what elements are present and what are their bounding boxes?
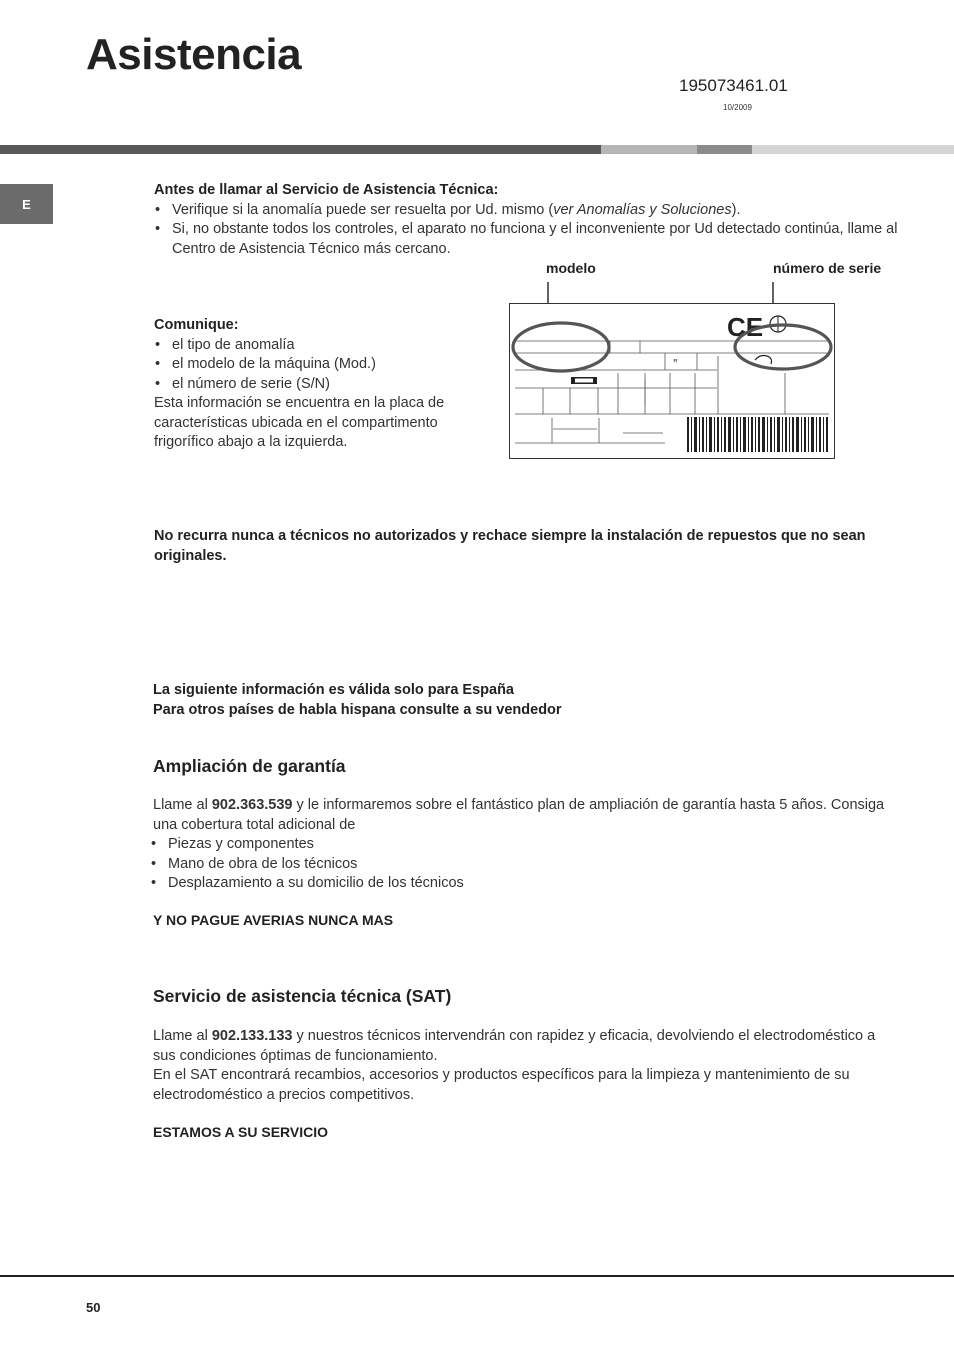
sat-tagline: ESTAMOS A SU SERVICIO <box>153 1124 329 1140</box>
communicate-heading: Comunique: <box>154 317 239 333</box>
svg-text:ꟸ: ꟸ <box>673 358 678 367</box>
rating-plate-illustration <box>505 278 840 464</box>
list-item <box>154 375 484 395</box>
list-item-text: Desplazamiento a su domicilio de los técnicos <box>168 875 464 891</box>
warranty-list <box>150 835 893 894</box>
model-label: modelo <box>546 260 596 276</box>
before-calling-section <box>154 181 904 259</box>
list-item-text: el modelo de la máquina (Mod.) <box>172 356 376 372</box>
list-item <box>154 355 484 375</box>
page-title: Asistencia <box>86 30 302 79</box>
list-item <box>150 835 893 855</box>
warranty-text-prefix: Llame al <box>153 797 212 813</box>
bullet1-prefix: Verifique si la anomalía puede ser resuelta por Ud. mismo ( <box>172 201 554 218</box>
serial-number-label: número de serie <box>773 260 882 276</box>
ce-mark: CE <box>727 312 764 342</box>
before-calling-list <box>154 201 904 260</box>
warranty-text-suffix: y le informaremos sobre el fantástico plan de ampliación de garantía hasta 5 años. Consiga una cobertura total adicional de <box>153 797 885 833</box>
spain-note-line2: Para otros países de habla hispana consulte a su vendedor <box>153 701 562 718</box>
bullet1-suffix: ). <box>731 201 741 218</box>
footer-rule <box>0 1275 954 1277</box>
warranty-paragraph <box>153 796 893 835</box>
language-tab: E <box>0 184 53 224</box>
warranty-tagline: Y NO PAGUE AVERIAS NUNCA MAS <box>153 912 394 928</box>
warranty-phone: 902.363.539 <box>211 797 293 813</box>
before-calling-heading: Antes de llamar al Servicio de Asistencia Técnica: <box>154 182 499 198</box>
unauthorized-warning: No recurra nunca a técnicos no autorizados y rechace siempre la instalación de repuestos que no sean originales. <box>154 528 866 564</box>
document-number: 195073461.01 <box>679 76 788 95</box>
spain-note <box>153 681 853 720</box>
header-bar-dark <box>0 145 601 154</box>
sat-paragraph-2: En el SAT encontrará recambios, accesorios y productos específicos para la limpieza y mantenimiento de su electrodoméstico a precios competitivos. <box>153 1067 850 1103</box>
spain-note-line1: La siguiente información es válida solo para España <box>153 682 514 698</box>
sat-text-prefix: Llame al <box>153 1028 212 1044</box>
sat-heading: Servicio de asistencia técnica (SAT) <box>153 986 452 1006</box>
warranty-heading: Ampliación de garantía <box>153 756 346 776</box>
sat-phone: 902.133.133 <box>211 1028 293 1044</box>
list-item <box>150 855 893 875</box>
communicate-note: Esta información se encuentra en la placa de características ubicada en el compartimento frigorífico abajo a la izquierda. <box>154 395 445 450</box>
document-date: 10/2009 <box>723 103 752 112</box>
list-item <box>154 336 484 356</box>
communicate-list <box>154 336 484 395</box>
list-item <box>150 874 893 894</box>
warranty-section <box>153 796 893 894</box>
sat-text-suffix: y nuestros técnicos intervendrán con rapidez y eficacia, devolviendo el electrodoméstico a sus condiciones óptimas de funcionamiento. <box>153 1028 876 1064</box>
sat-section <box>153 1027 898 1105</box>
list-item-text: Piezas y componentes <box>168 836 314 852</box>
list-item-text: el número de serie (S/N) <box>172 375 330 392</box>
communicate-section <box>154 316 484 453</box>
header-bar-light <box>752 145 954 154</box>
list-item <box>154 201 904 221</box>
list-item <box>154 220 904 259</box>
bullet2-text: Si, no obstante todos los controles, el aparato no funciona y el inconveniente por Ud detectado continúa, llame al Centro de Asistencia Técnico más cercano. <box>172 221 898 257</box>
list-item-text: Mano de obra de los técnicos <box>168 855 358 872</box>
header-bar-mid <box>601 145 697 154</box>
page-number: 50 <box>86 1300 101 1315</box>
header-bar-dark-short <box>697 145 752 154</box>
bullet1-link-text: ver Anomalías y Soluciones <box>553 201 732 218</box>
list-item-text: el tipo de anomalía <box>172 336 295 353</box>
sat-paragraph-1 <box>153 1027 898 1066</box>
